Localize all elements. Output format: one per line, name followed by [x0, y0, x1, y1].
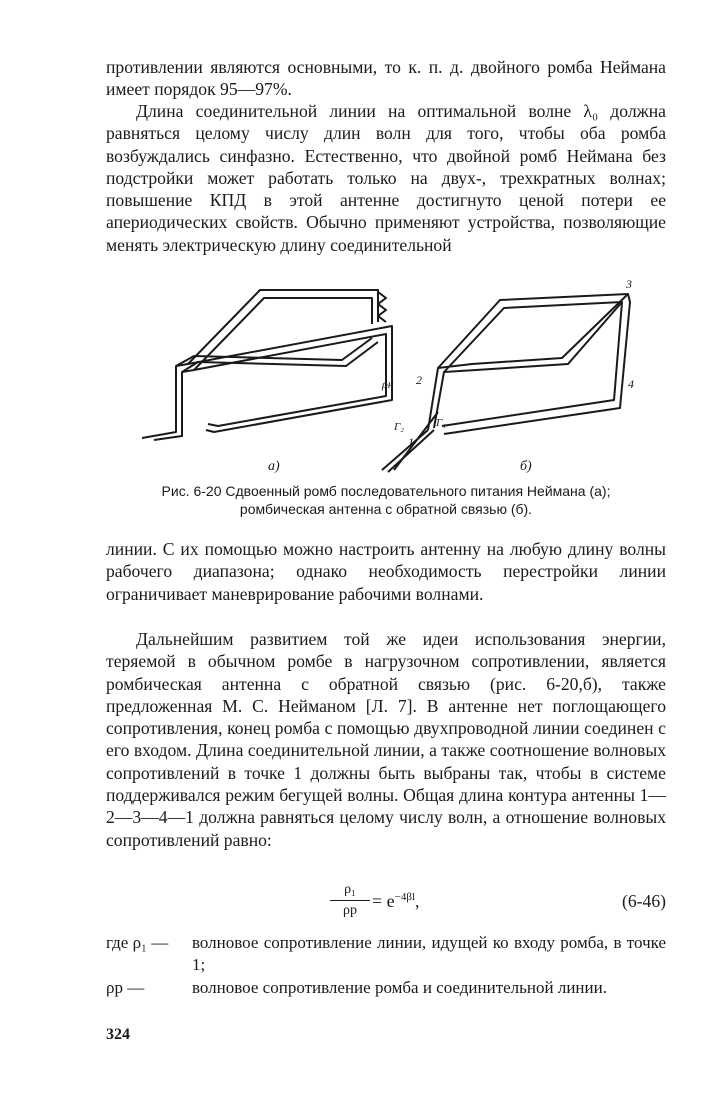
gamma-2-label: Γ₂ [394, 421, 405, 433]
rhombus-b-crossing-2 [444, 302, 622, 372]
paragraph-2: Длина соединительной линии на оптимальной волне λ₀ должна равняться целому числу длин волн для того, чтобы оба ромба возбуждались синфазно. Естественно, что двойной ромб Неймана без подстройки может работать только на двух-, трехкратных волнах; повышение КПД в этой антенне достигнуто ценой потери ее апериодических свойств. Обычно применяют устройства, позволяющие менять электрическую длину соединительной [106, 101, 666, 255]
equation-number: (6-46) [622, 891, 666, 911]
definition-text: волновое сопротивление линии, идущей ко входу ромба, в точке 1; [192, 933, 666, 974]
definition-text: волновое сопротивление ромба и соединительной линии. [192, 978, 607, 997]
paragraph-1: противлении являются основными, то к. п. д. двойного ромба Неймана имеет порядок 95—97%. [106, 57, 666, 100]
paragraph-3: линии. С их помощью можно настроить антенну на любую длину волны рабочего диапазона; однако необходимость перестройки линии ограничивает маневрирование рабочими волнами. [106, 539, 666, 604]
load-label: ρн [382, 377, 394, 391]
definition-symbol: ρр — [106, 978, 145, 997]
rhombus-a-lower-inner [154, 334, 386, 440]
point-4-label: 4 [628, 377, 634, 391]
point-1-label: 1 [408, 435, 414, 449]
label-b: б) [520, 459, 532, 474]
figure-caption: Рис. 6-20 Сдвоенный ромб последовательного питания Неймана (а); ромбическая антенна с обратной связью (б). [161, 483, 611, 517]
definition-rho1 [106, 932, 666, 976]
fraction-numerator: ρ₁ [330, 882, 370, 901]
equation-6-46 [106, 882, 666, 926]
symbol-definitions [106, 932, 666, 1000]
fraction-denominator: ρр [343, 903, 357, 918]
label-a: а) [268, 459, 280, 474]
exponent: −4βl [394, 891, 415, 903]
paragraph-4: Дальнейшим развитием той же идеи использования энергии, теряемой в обычном ромбе в нагрузочном сопротивлении, является ромбическая антенна с обратной связью (рис. 6-20,б), также предложенная М. С. Нейманом [Л. 7]. В антенне нет поглощающего сопротивления, конец ромба с помощью двухпроводной линии соединен с его входом. Длина соединительной линии, а также соотношение волновых сопротивлений в точке 1 должны быть выбраны так, чтобы в системе поддерживался режим бегущей волны. Общая длина контура антенны 1—2—3—4—1 должна равняться целому числу волн, а отношение волновых сопротивлений равно: [106, 629, 666, 850]
definition-rhop [106, 977, 666, 999]
feeder-b-1 [382, 430, 428, 470]
load-resistor [378, 292, 386, 322]
equation-comma: , [415, 891, 420, 911]
rhombus-b-crossing [438, 294, 628, 368]
figure-6-20 [142, 280, 642, 476]
diagram-a-wires [142, 290, 392, 440]
rhombus-a-lower-outer [142, 326, 392, 438]
equals-e: = e [372, 891, 395, 911]
page-number: 324 [106, 1026, 130, 1043]
impedance-ratio [330, 882, 370, 919]
antenna-diagram [142, 280, 642, 476]
definition-symbol: где ρ₁ — [106, 933, 169, 952]
gamma-1-label: Γ₁ [436, 417, 447, 429]
equation-rhs [372, 891, 420, 912]
point-2-label: 2 [416, 373, 422, 387]
point-3-label: 3 [626, 280, 632, 291]
